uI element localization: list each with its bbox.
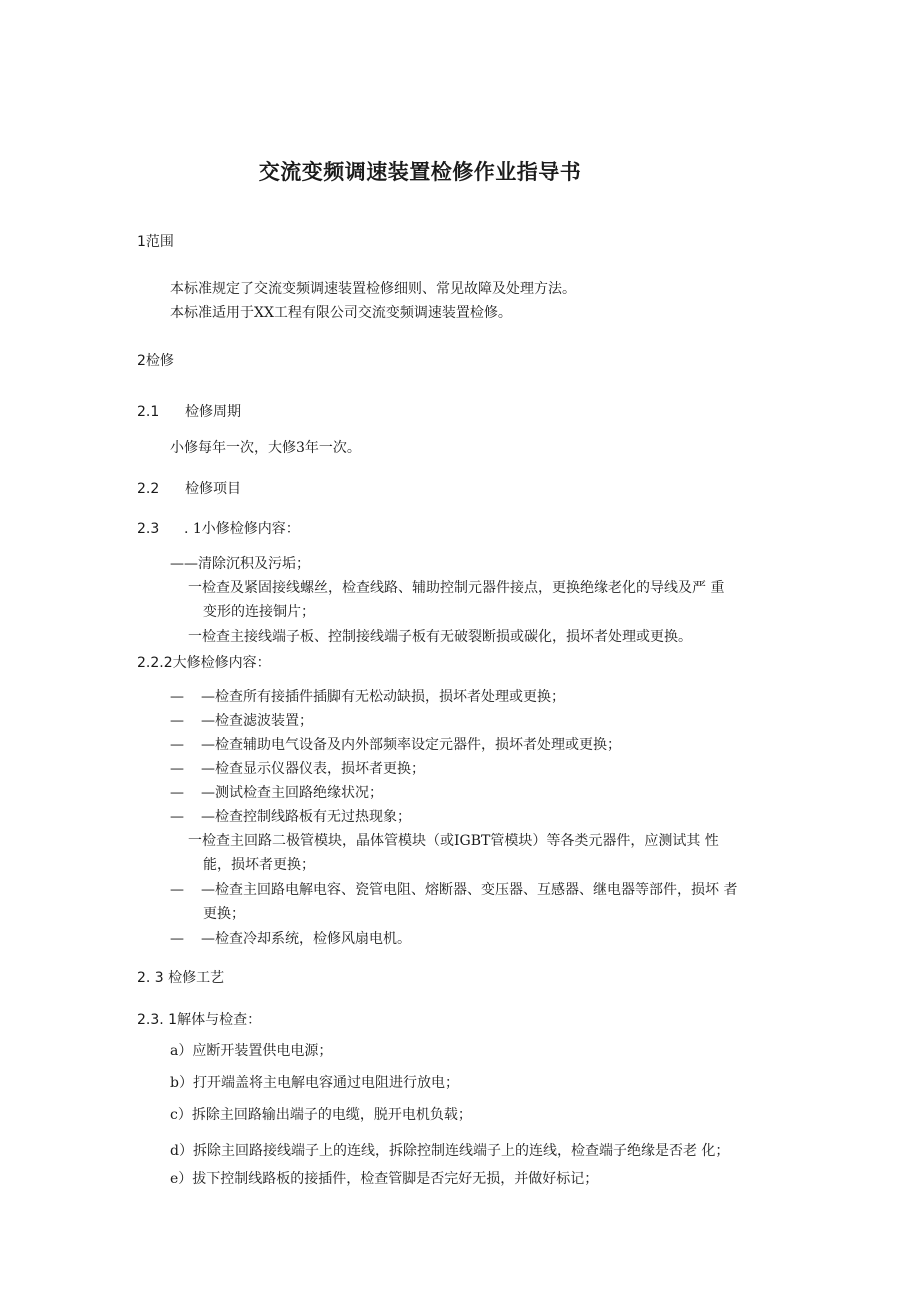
section-2-3-number: 2.3 <box>137 521 160 537</box>
major-item-9: —检查冷却系统，检修风扇电机。 <box>201 931 411 947</box>
minor-item-3: 一检查主接线端子板、控制接线端子板有无破裂断损或碳化，损坏者处理或更换。 <box>188 629 692 645</box>
major-item-6-dash: — <box>170 809 184 825</box>
minor-item-1: ——清除沉积及污垢； <box>170 556 310 572</box>
section-1-heading: 1范围 <box>137 234 174 250</box>
major-item-2-dash: — <box>170 713 184 729</box>
section-2-1-number: 2.1 <box>137 404 160 420</box>
major-item-8-continued: 更换； <box>203 906 245 922</box>
section-2-heading: 2检修 <box>137 353 174 369</box>
step-a: a）应断开装置供电电源； <box>170 1043 333 1059</box>
craft-heading: 2. 3 检修工艺 <box>137 970 225 986</box>
major-item-8-dash: — <box>170 882 184 898</box>
major-heading: 2.2.2大修检修内容： <box>137 655 271 671</box>
major-item-5: —测试检查主回路绝缘状况； <box>201 785 383 801</box>
step-e: e）拔下控制线路板的接插件，检查管脚是否完好无损，并做好标记； <box>170 1171 599 1187</box>
section-2-1-title: 检修周期 <box>185 404 241 420</box>
section-2-2-title: 检修项目 <box>185 481 241 497</box>
major-item-3-dash: — <box>170 737 184 753</box>
step-b: b）打开端盖将主电解电容通过电阻进行放电； <box>170 1075 459 1091</box>
document-title: 交流变频调速装置检修作业指导书 <box>258 160 582 184</box>
major-item-8: —检查主回路电解电容、瓷管电阻、熔断器、变压器、互感器、继电器等部件，损坏 者 <box>201 882 738 898</box>
minor-item-2-continued: 变形的连接铜片； <box>203 604 315 620</box>
major-item-4: —检查显示仪器仪表，损坏者更换； <box>201 761 425 777</box>
section-1-paragraph-2: 本标准适用于XX工程有限公司交流变频调速装置检修。 <box>170 305 512 321</box>
minor-item-2: 一检查及紧固接线螺丝，检查线路、辅助控制元器件接点，更换绝缘老化的导线及严 重 <box>188 580 725 596</box>
major-item-6: —检查控制线路板有无过热现象； <box>201 809 411 825</box>
major-item-3: —检查辅助电气设备及内外部频率设定元器件，损坏者处理或更换； <box>201 737 621 753</box>
section-2-1-text: 小修每年一次，大修3年一次。 <box>170 440 361 456</box>
major-item-4-dash: — <box>170 761 184 777</box>
major-item-7-continued: 能，损坏者更换； <box>203 857 315 873</box>
major-item-7: 一检查主回路二极管模块，晶体管模块（或IGBT管模块）等各类元器件，应测试其 性 <box>188 833 719 849</box>
major-item-5-dash: — <box>170 785 184 801</box>
craft-subheading: 2.3. 1解体与检查： <box>137 1012 262 1028</box>
major-item-2: —检查滤波装置； <box>201 713 313 729</box>
step-c: c）拆除主回路输出端子的电缆，脱开电机负载； <box>170 1107 472 1123</box>
section-1-paragraph-1: 本标准规定了交流变频调速装置检修细则、常见故障及处理方法。 <box>170 281 576 297</box>
step-d: d）拆除主回路接线端子上的连线，拆除控制连线端子上的连线，检查端子绝缘是否老 化； <box>170 1143 730 1159</box>
major-item-1-dash: — <box>170 689 184 705</box>
section-2-2-number: 2.2 <box>137 481 160 497</box>
section-2-3-title: . 1小修检修内容： <box>184 521 300 537</box>
major-item-9-dash: — <box>170 931 184 947</box>
major-item-1: —检查所有接插件插脚有无松动缺损，损坏者处理或更换； <box>201 689 565 705</box>
